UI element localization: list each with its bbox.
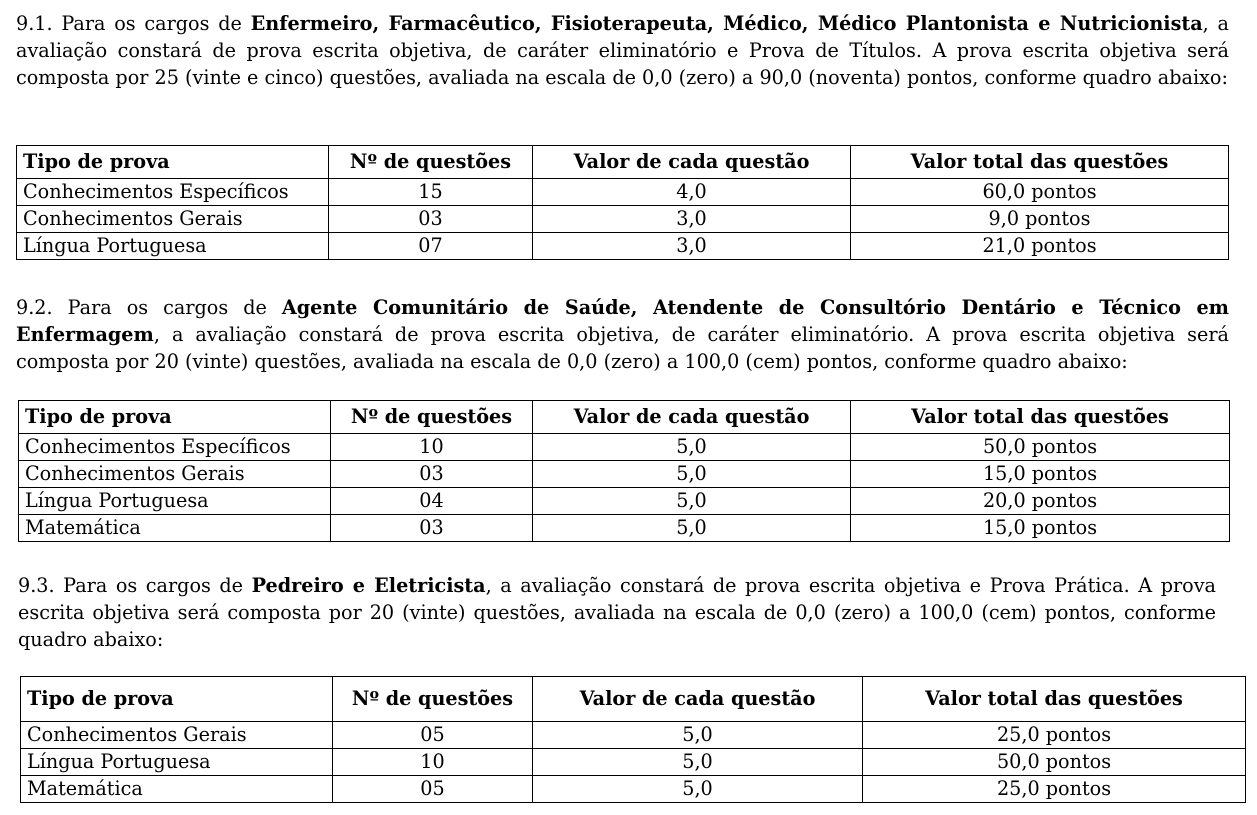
paragraph: 9.2. Para os cargos de Agente Comunitário de Saúde, Atendente de Consultório Dentário e Técnico em Enfermagem, a avaliação constará de prova escrita objetiva, de caráter eliminatório. A prova escrita objetiva será composta por 20 (vinte) questões, avaliada na escala de 0,0 (zero) a 100,0 (cem) pontos, conforme quadro abaixo: xyxy=(16,296,1229,373)
table-row: Conhecimentos Gerais 03 5,0 15,0 pontos xyxy=(19,461,1230,488)
paragraph: 9.1. Para os cargos de Enfermeiro, Farmacêutico, Fisioterapeuta, Médico, Médico Plantonista e Nutricionista, a avaliação constará de prova escrita objetiva, de caráter eliminatório e Prova de Títulos. A prova escrita objetiva será composta por 25 (vinte e cinco) questões, avaliada na escala de 0,0 (zero) a 90,0 (noventa) pontos, conforme quadro abaixo: xyxy=(16,12,1229,89)
table-row: Conhecimentos Gerais 05 5,0 25,0 pontos xyxy=(21,722,1246,749)
table-row: Conhecimentos Gerais 03 3,0 9,0 pontos xyxy=(17,206,1229,233)
header-total: Valor total das questões xyxy=(863,677,1246,722)
header-valor: Valor de cada questão xyxy=(533,146,851,179)
bold-roles: Enfermeiro, Farmacêutico, Fisioterapeuta, Médico, Médico Plantonista e Nutricionista xyxy=(250,12,1203,35)
scores-table-9-1 xyxy=(16,145,1229,260)
header-tipo: Tipo de prova xyxy=(17,146,329,179)
table-row: Conhecimentos Específicos 15 4,0 60,0 pontos xyxy=(17,179,1229,206)
header-numero: Nº de questões xyxy=(329,146,533,179)
table-row: Matemática 05 5,0 25,0 pontos xyxy=(21,776,1246,803)
table-header-row xyxy=(21,677,1246,722)
paragraph: 9.3. Para os cargos de Pedreiro e Eletricista, a avaliação constará de prova escrita objetiva e Prova Prática. A prova escrita objetiva será composta por 20 (vinte) questões, avaliada na escala de 0,0 (zero) a 100,0 (cem) pontos, conforme quadro abaixo: xyxy=(18,574,1216,651)
table-row: Língua Portuguesa 04 5,0 20,0 pontos xyxy=(19,488,1230,515)
section-9-2 xyxy=(16,294,1229,375)
bold-roles: Agente Comunitário de Saúde, Atendente de Consultório Dentário e Técnico em Enfermagem xyxy=(16,296,1229,346)
table-header-row xyxy=(17,146,1229,179)
table-header-row xyxy=(19,401,1230,434)
table-row: Língua Portuguesa 10 5,0 50,0 pontos xyxy=(21,749,1246,776)
scores-table-9-2 xyxy=(18,400,1230,542)
header-numero: Nº de questões xyxy=(331,401,533,434)
section-9-1 xyxy=(16,10,1229,91)
header-total: Valor total das questões xyxy=(851,401,1230,434)
bold-roles: Pedreiro e Eletricista xyxy=(251,574,486,597)
header-valor: Valor de cada questão xyxy=(533,677,863,722)
header-tipo: Tipo de prova xyxy=(19,401,331,434)
header-total: Valor total das questões xyxy=(851,146,1229,179)
table-row: Língua Portuguesa 07 3,0 21,0 pontos xyxy=(17,233,1229,260)
header-numero: Nº de questões xyxy=(333,677,533,722)
scores-table-9-3 xyxy=(20,676,1246,803)
table-row: Conhecimentos Específicos 10 5,0 50,0 pontos xyxy=(19,434,1230,461)
header-tipo: Tipo de prova xyxy=(21,677,333,722)
header-valor: Valor de cada questão xyxy=(533,401,851,434)
table-row: Matemática 03 5,0 15,0 pontos xyxy=(19,515,1230,542)
section-9-3 xyxy=(18,572,1216,653)
